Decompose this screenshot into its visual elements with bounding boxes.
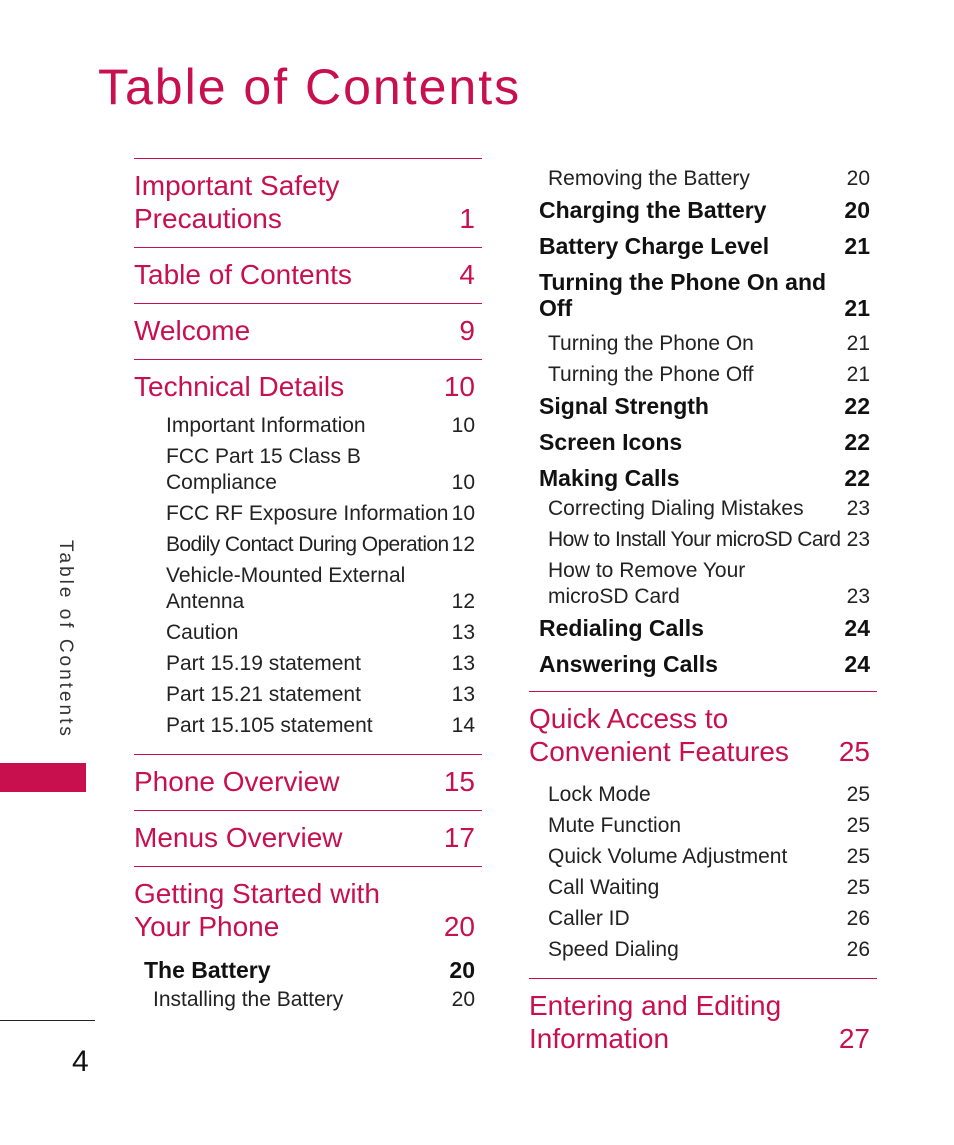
toc-section[interactable] (134, 359, 482, 754)
toc-item-page: 20 (844, 197, 870, 223)
toc-section-heading[interactable] (134, 258, 475, 291)
toc-subitem[interactable] (529, 362, 870, 388)
toc-subitem-page: 26 (846, 907, 870, 930)
toc-section[interactable] (529, 691, 877, 978)
toc-subitem-label: Part 15.21 statement (166, 683, 361, 706)
toc-subitem-label: Part 15.105 statement (166, 714, 373, 737)
toc-section-page: 25 (838, 736, 870, 767)
toc-item-page: 22 (844, 465, 870, 491)
toc-section[interactable] (134, 303, 482, 359)
toc-subitem-label: FCC Part 15 Class B Compliance (166, 445, 361, 494)
toc-section-title: Welcome (134, 315, 251, 346)
toc-item[interactable] (529, 429, 870, 455)
toc-item[interactable] (529, 615, 870, 641)
toc-subitem-label: Turning the Phone On (548, 332, 754, 355)
toc-section-page: 27 (838, 1023, 870, 1054)
toc-section-heading[interactable] (134, 765, 475, 798)
toc-subitem-page: 12 (451, 533, 475, 556)
toc-subitem[interactable] (529, 527, 870, 553)
toc-item-label: Signal Strength (539, 393, 709, 419)
toc-section-title: Table of Contents (134, 259, 352, 290)
toc-section[interactable] (134, 810, 482, 866)
toc-subitem[interactable] (529, 496, 870, 522)
toc-item-label: Making Calls (539, 465, 680, 491)
toc-subitem[interactable] (134, 532, 475, 558)
toc-subitem-label: Quick Volume Adjustment (548, 845, 788, 868)
toc-section-heading[interactable] (134, 370, 475, 403)
toc-subitem-label: Call Waiting (548, 876, 660, 899)
side-tab-marker (0, 763, 86, 792)
toc-subitem-page: 23 (846, 497, 870, 520)
toc-subitem-page: 13 (451, 652, 475, 675)
toc-subitem[interactable] (529, 937, 870, 963)
toc-section-page: 15 (443, 766, 475, 797)
toc-subitem-label: Turning the Phone Off (548, 363, 754, 386)
toc-subitem-label: Caller ID (548, 907, 630, 930)
toc-item-label: Redialing Calls (539, 615, 704, 641)
toc-subitem[interactable] (529, 782, 870, 808)
toc-continued-list (529, 166, 877, 691)
toc-subitem-label: Installing the Battery (153, 988, 344, 1011)
toc-subitem[interactable] (529, 844, 870, 870)
toc-subitem[interactable] (134, 413, 475, 439)
toc-section-heading[interactable] (134, 169, 475, 235)
toc-subitem-page: 10 (451, 471, 475, 494)
toc-section-title: Menus Overview (134, 822, 343, 853)
toc-item-page: 20 (449, 957, 475, 983)
toc-subitem[interactable] (134, 713, 475, 739)
toc-subitem-label: Lock Mode (548, 783, 651, 806)
toc-subitem-page: 10 (451, 414, 475, 437)
toc-subitem-page: 14 (451, 714, 475, 737)
toc-subitem-page: 25 (846, 845, 870, 868)
toc-subitem-label: Bodily Contact During Operation (166, 533, 449, 556)
toc-section-page: 9 (459, 315, 475, 346)
toc-section-title: Entering and Editing Information (529, 990, 782, 1054)
toc-item-page: 24 (844, 615, 870, 641)
toc-item-label: Answering Calls (539, 651, 718, 677)
toc-section-title: Technical Details (134, 371, 345, 402)
toc-section-heading[interactable] (134, 314, 475, 347)
toc-section-page: 17 (443, 822, 475, 853)
toc-section-page: 4 (459, 259, 475, 290)
toc-section[interactable] (134, 866, 482, 1028)
toc-item[interactable] (529, 651, 870, 677)
toc-item-label: Charging the Battery (539, 197, 767, 223)
toc-subitem-label: Speed Dialing (548, 938, 679, 961)
toc-subitem-page: 13 (451, 621, 475, 644)
toc-subitem[interactable] (134, 444, 475, 496)
toc-section-heading[interactable] (134, 877, 475, 943)
toc-subitem-label: How to Remove Your microSD Card (548, 559, 746, 608)
toc-subitem[interactable] (529, 906, 870, 932)
toc-subitem-label: Removing the Battery (548, 167, 750, 190)
toc-item[interactable] (529, 393, 870, 419)
toc-section-title: Important Safety Precautions (134, 170, 340, 234)
toc-subitem[interactable] (529, 166, 870, 192)
toc-item-page: 21 (844, 295, 870, 321)
toc-subitem-page: 20 (451, 988, 475, 1011)
toc-section-page: 20 (443, 911, 475, 942)
toc-subitem[interactable] (134, 987, 475, 1013)
toc-left-column (134, 158, 482, 1028)
side-tab-label: Table of Contents (55, 540, 76, 739)
toc-section-title: Quick Access to Convenient Features (529, 703, 789, 767)
toc-subitem-page: 25 (846, 814, 870, 837)
toc-section[interactable] (529, 978, 877, 1067)
toc-item[interactable] (529, 233, 870, 259)
toc-subitem-label: Part 15.19 statement (166, 652, 361, 675)
toc-item[interactable] (529, 465, 870, 491)
toc-subitem-list (134, 943, 475, 1024)
toc-item[interactable] (134, 957, 475, 983)
toc-subitem-page: 23 (846, 528, 870, 551)
toc-section-heading[interactable] (529, 702, 870, 768)
toc-section-heading[interactable] (529, 989, 870, 1055)
toc-subitem[interactable] (134, 651, 475, 677)
toc-subitem-page: 12 (451, 590, 475, 613)
toc-subitem-label: How to Install Your microSD Card (548, 528, 841, 551)
toc-item-label: The Battery (144, 957, 271, 983)
toc-section[interactable] (134, 247, 482, 303)
toc-item[interactable] (529, 269, 870, 321)
toc-subitem[interactable] (134, 682, 475, 708)
toc-item-page: 24 (844, 651, 870, 677)
toc-subitem-label: Mute Function (548, 814, 682, 837)
toc-section-title: Phone Overview (134, 766, 340, 797)
toc-item-page: 21 (844, 233, 870, 259)
toc-section-heading[interactable] (134, 821, 475, 854)
page-title: Table of Contents (98, 59, 522, 115)
toc-section-page: 1 (459, 203, 475, 234)
toc-subitem[interactable] (134, 620, 475, 646)
page-number: 4 (72, 1045, 89, 1078)
toc-subitem-label: Correcting Dialing Mistakes (548, 497, 804, 520)
toc-item-page: 22 (844, 393, 870, 419)
toc-section-page: 10 (443, 371, 475, 402)
toc-subitem-page: 25 (846, 783, 870, 806)
toc-subitem-page: 25 (846, 876, 870, 899)
toc-subitem[interactable] (529, 558, 870, 610)
toc-item-page: 22 (844, 429, 870, 455)
toc-subitem[interactable] (529, 875, 870, 901)
toc-section[interactable] (134, 158, 482, 247)
toc-item[interactable] (529, 197, 870, 223)
toc-subitem-list (529, 768, 870, 974)
toc-subitem-page: 13 (451, 683, 475, 706)
toc-subitem-page: 21 (846, 332, 870, 355)
toc-subitem-label: Important Information (166, 414, 366, 437)
toc-subitem-label: Vehicle-Mounted External Antenna (166, 564, 406, 613)
toc-section-title: Getting Started with Your Phone (134, 878, 380, 942)
toc-subitem-page: 23 (846, 585, 870, 608)
toc-right-column (529, 166, 877, 1067)
toc-section[interactable] (134, 754, 482, 810)
toc-item-label: Turning the Phone On and Off (539, 269, 827, 321)
footer-rule (0, 1020, 95, 1021)
toc-subitem[interactable] (134, 563, 475, 615)
toc-subitem-label: Caution (166, 621, 239, 644)
toc-subitem-page: 21 (846, 363, 870, 386)
toc-subitem-label: FCC RF Exposure Information (166, 502, 449, 525)
toc-subitem-page: 20 (846, 167, 870, 190)
toc-item-label: Screen Icons (539, 429, 683, 455)
toc-subitem-page: 26 (846, 938, 870, 961)
toc-item-label: Battery Charge Level (539, 233, 770, 259)
toc-subitem-page: 10 (451, 502, 475, 525)
toc-subitem-list (134, 403, 475, 750)
toc-subitem[interactable] (529, 331, 870, 357)
toc-subitem[interactable] (134, 501, 475, 527)
toc-subitem[interactable] (529, 813, 870, 839)
